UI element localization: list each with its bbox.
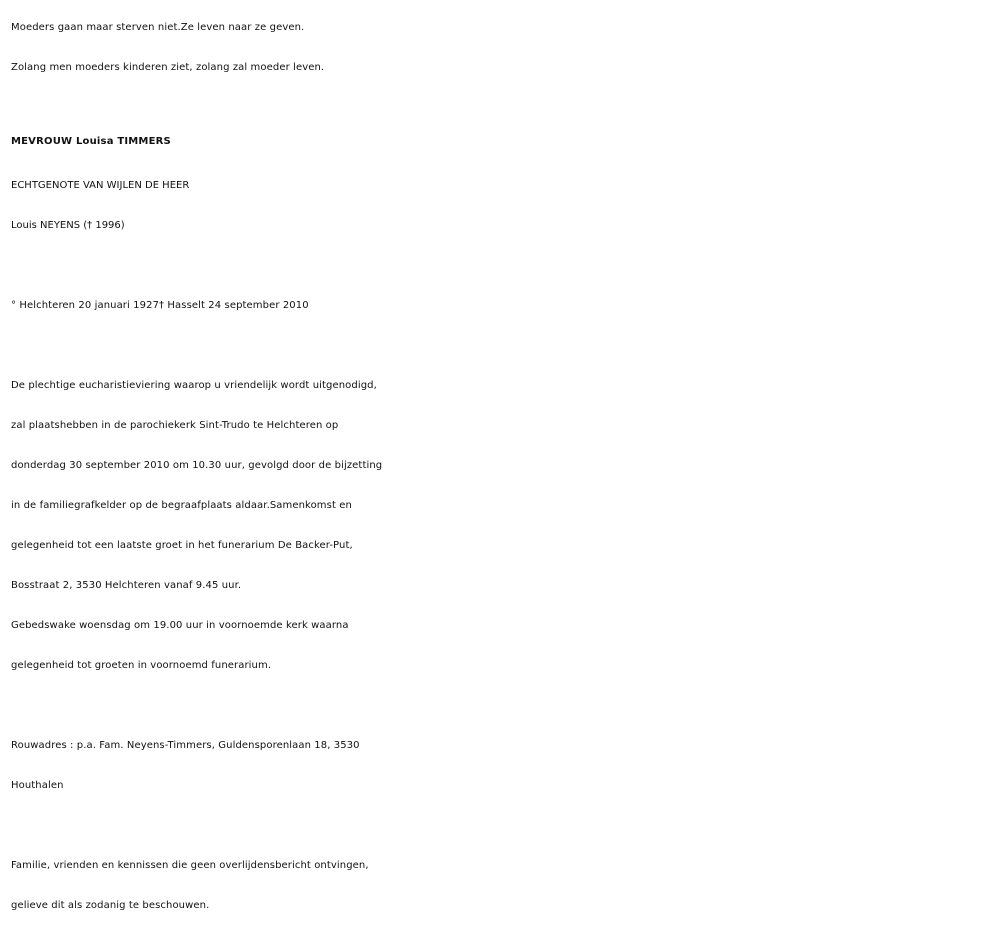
obituary-notice <box>11 8 991 926</box>
ceremony-line: donderdag 30 september 2010 om 10.30 uur, gevolgd door de bijzetting <box>11 460 383 471</box>
notice-line-2: gelieve dit als zodanig te beschouwen. <box>11 900 210 911</box>
ceremony-line: gelegenheid tot groeten in voornoemd funerarium. <box>11 660 272 671</box>
poem-line-1: Moeders gaan maar sterven niet.Ze leven naar ze geven. <box>11 22 305 33</box>
ceremony-line: Bosstraat 2, 3530 Helchteren vanaf 9.45 uur. <box>11 580 242 591</box>
ceremony-line: in de familiegrafkelder op de begraafplaats aldaar.Samenkomst en <box>11 500 352 511</box>
mourning-address <box>11 726 991 806</box>
ceremony-line: Gebedswake woensdag om 19.00 uur in voornoemde kerk waarna <box>11 620 349 631</box>
address-line-1: Rouwadres : p.a. Fam. Neyens-Timmers, Guldensporenlaan 18, 3530 <box>11 740 360 751</box>
deceased-name: MEVROUW Louisa TIMMERS <box>11 136 171 147</box>
family-notice <box>11 846 991 926</box>
relation-line: ECHTGENOTE VAN WIJLEN DE HEER <box>11 180 190 191</box>
poem-block <box>11 8 991 88</box>
address-line-2: Houthalen <box>11 780 64 791</box>
ceremony-line: zal plaatshebben in de parochiekerk Sint-Trudo te Helchteren op <box>11 420 339 431</box>
birth-death-dates: ° Helchteren 20 januari 1927† Hasselt 24 september 2010 <box>11 300 309 311</box>
spouse-line: Louis NEYENS († 1996) <box>11 220 125 231</box>
notice-line-1: Familie, vrienden en kennissen die geen overlijdensbericht ontvingen, <box>11 860 369 871</box>
ceremony-details <box>11 366 991 686</box>
ceremony-line: De plechtige eucharistieviering waarop u vriendelijk wordt uitgenodigd, <box>11 380 377 391</box>
poem-line-2: Zolang men moeders kinderen ziet, zolang zal moeder leven. <box>11 62 325 73</box>
ceremony-line: gelegenheid tot een laatste groet in het funerarium De Backer-Put, <box>11 540 353 551</box>
